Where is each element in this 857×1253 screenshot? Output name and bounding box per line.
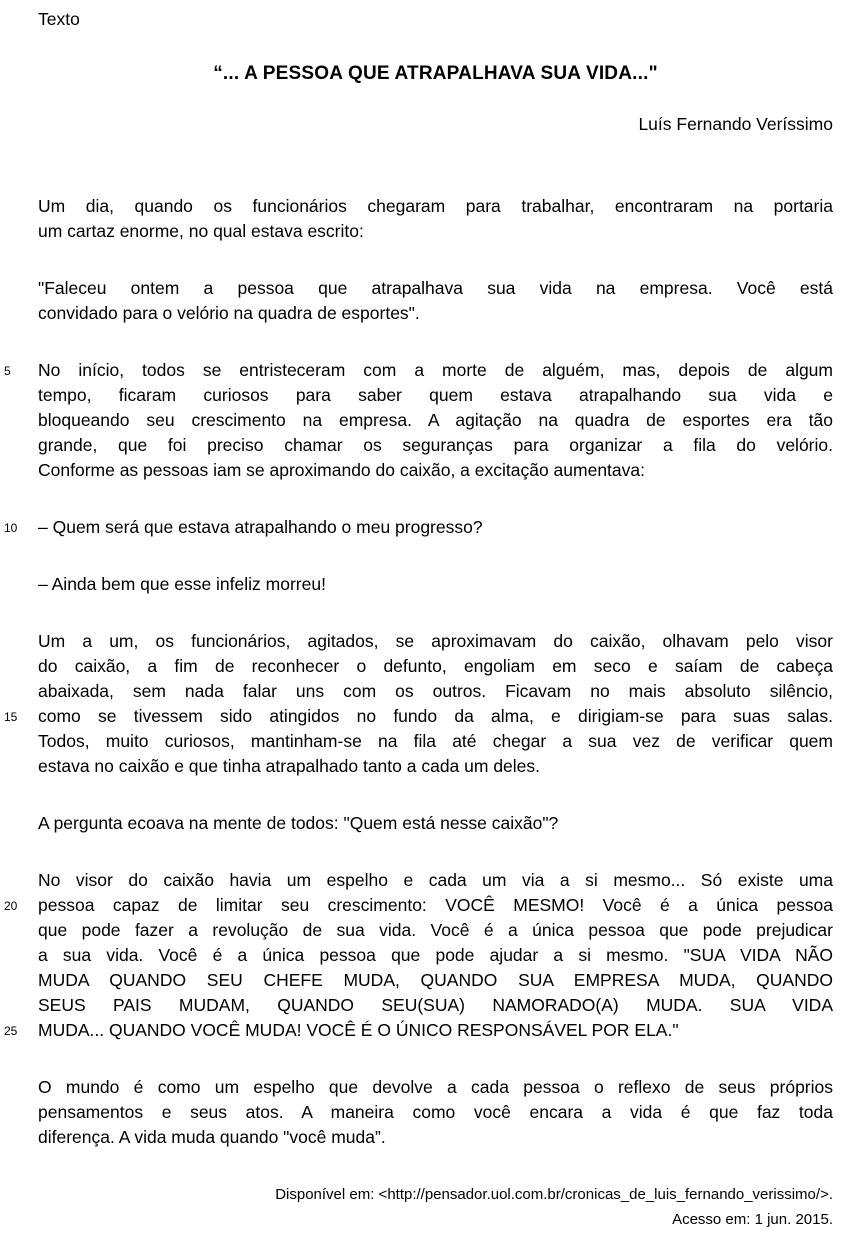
text-line [38,968,833,993]
line-number: 5 [4,364,11,378]
text-line [38,729,833,754]
text-line [38,1075,833,1100]
text-line-content: O mundo é como um espelho que devolve a cada pessoa o reflexo de seus próprios [38,1077,833,1097]
line-number: 25 [4,1024,18,1038]
text-line [38,219,833,244]
text-line [38,383,833,408]
paragraph [4,515,833,540]
author-byline: Luís Fernando Veríssimo [638,114,833,134]
text-line [38,918,833,943]
paragraph [38,276,833,326]
text-line [38,276,833,301]
paragraph [38,194,833,244]
text-line-content: tempo, ficaram curiosos para saber quem estava atrapalhando sua vida e [38,385,833,405]
text-line-content: um cartaz enorme, no qual estava escrito: [38,221,364,241]
text-line-content: que pode fazer a revolução de sua vida. Você é a única pessoa que pode prejudicar [38,920,833,940]
text-line [38,993,833,1018]
text-line-content: como se tivessem sido atingidos no fundo da alma, e dirigiam-se para suas salas. [38,706,833,726]
text-line [38,943,833,968]
text-line [4,515,833,540]
line-number: 20 [4,899,18,913]
text-line-content: Um a um, os funcionários, agitados, se aproximavam do caixão, olhavam pelo visor [38,631,833,651]
text-line-content: MUDA QUANDO SEU CHEFE MUDA, QUANDO SUA EMPRESA MUDA, QUANDO [38,970,833,990]
text-line [38,754,833,779]
text-line-content: Conforme as pessoas iam se aproximando do caixão, a excitação aumentava: [38,460,645,480]
paragraph [38,1075,833,1150]
text-kind-label: Texto [38,9,80,29]
text-line-content: SEUS PAIS MUDAM, QUANDO SEU(SUA) NAMORADO(A) MUDA. SUA VIDA [38,995,833,1015]
line-number: 15 [4,710,18,724]
paragraph [38,572,833,597]
text-line [38,811,833,836]
source-access-line: Acesso em: 1 jun. 2015. [672,1211,833,1228]
paragraph [38,811,833,836]
text-line [38,1100,833,1125]
text-line-content: Um dia, quando os funcionários chegaram para trabalhar, encontraram na portaria [38,196,833,216]
text-line [38,572,833,597]
text-line-content: Todos, muito curiosos, mantinham-se na fila até chegar a sua vez de verificar quem [38,731,833,751]
text-line [38,629,833,654]
text-line [38,194,833,219]
text-line-content: abaixada, sem nada falar uns com os outros. Ficavam no mais absoluto silêncio, [38,681,833,701]
text-line-content: bloqueando seu crescimento na empresa. A agitação na quadra de esportes era tão [38,410,833,430]
text-line-content: grande, que foi preciso chamar os seguranças para organizar a fila do velório. [38,435,833,455]
text-line-content: do caixão, a fim de reconhecer o defunto, engoliam em seco e saíam de cabeça [38,656,833,676]
text-line-content: pessoa capaz de limitar seu crescimento: VOCÊ MESMO! Você é a única pessoa [38,895,833,915]
text-line [4,1018,833,1043]
text-line [38,301,833,326]
text-line-content: diferença. A vida muda quando "você muda”. [38,1127,386,1147]
line-number: 10 [4,521,18,535]
text-content [4,194,833,1150]
text-line [38,679,833,704]
text-line-content: MUDA... QUANDO VOCÊ MUDA! VOCÊ É O ÚNICO RESPONSÁVEL POR ELA." [38,1020,679,1040]
text-line [38,1125,833,1150]
text-line [4,358,833,383]
text-line-content: – Quem será que estava atrapalhando o meu progresso? [38,517,483,537]
text-line-content: estava no caixão e que tinha atrapalhado tanto a cada um deles. [38,756,541,776]
text-line [38,654,833,679]
text-line [38,458,833,483]
text-line-content: A pergunta ecoava na mente de todos: "Quem está nesse caixão"? [38,813,559,833]
text-line-content: a sua vida. Você é a única pessoa que pode ajudar a si mesmo. "SUA VIDA NÃO [38,945,833,965]
text-line [4,893,833,918]
paragraph [4,868,833,1043]
paragraph [4,358,833,483]
text-line [38,433,833,458]
source-citation [38,1182,833,1232]
paragraph [4,629,833,779]
text-line-content: No início, todos se entristeceram com a morte de alguém, mas, depois de algum [38,360,833,380]
text-line-content: "Faleceu ontem a pessoa que atrapalhava sua vida na empresa. Você está [38,278,833,298]
text-line [4,704,833,729]
text-line [38,408,833,433]
text-line-content: No visor do caixão havia um espelho e cada um via a si mesmo... Só existe uma [38,870,833,890]
page-title: “... A PESSOA QUE ATRAPALHAVA SUA VIDA..." [213,63,658,84]
text-line [38,868,833,893]
text-line-content: – Ainda bem que esse infeliz morreu! [38,574,326,594]
text-line-content: pensamentos e seus atos. A maneira como você encara a vida é que faz toda [38,1102,833,1122]
source-url-line: Disponível em: <http://pensador.uol.com.br/cronicas_de_luis_fernando_verissimo/>. [275,1186,833,1203]
text-line-content: convidado para o velório na quadra de esportes". [38,303,420,323]
